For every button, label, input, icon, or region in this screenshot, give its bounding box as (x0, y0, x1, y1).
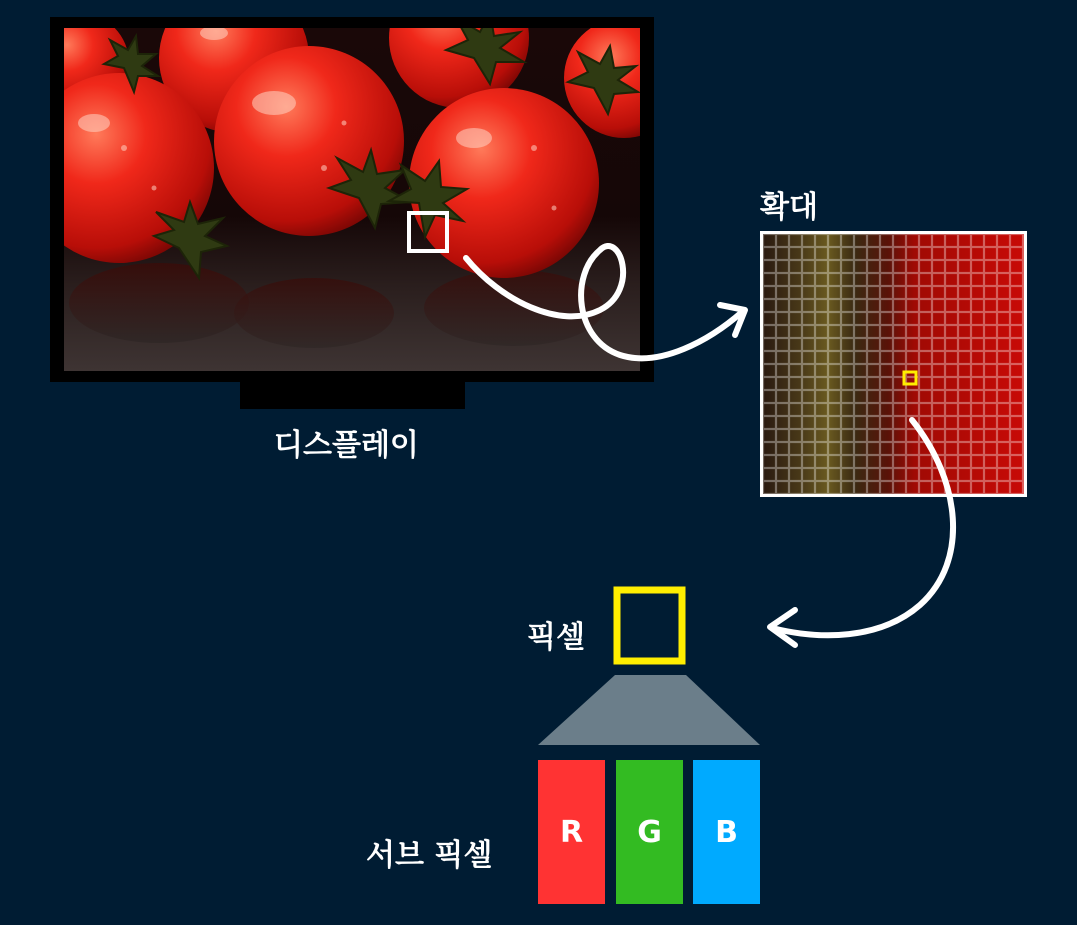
arrow-to-magnify (466, 246, 742, 358)
subpixel-green-letter: G (637, 814, 662, 850)
pixel-expansion-trapezoid (538, 675, 760, 745)
pixel-label: 픽셀 (527, 620, 585, 655)
display-label: 디스플레이 (274, 428, 419, 463)
subpixel-green (616, 760, 683, 904)
pixel-square (617, 590, 682, 661)
subpixel-blue-letter: B (715, 814, 738, 850)
subpixel-red (538, 760, 605, 904)
subpixel-red-letter: R (559, 814, 584, 850)
subpixel-blue (693, 760, 760, 904)
arrow-to-pixel (772, 420, 953, 635)
subpixel-label: 서브 픽셀 (366, 838, 493, 873)
magnify-label: 확대 (760, 190, 818, 225)
